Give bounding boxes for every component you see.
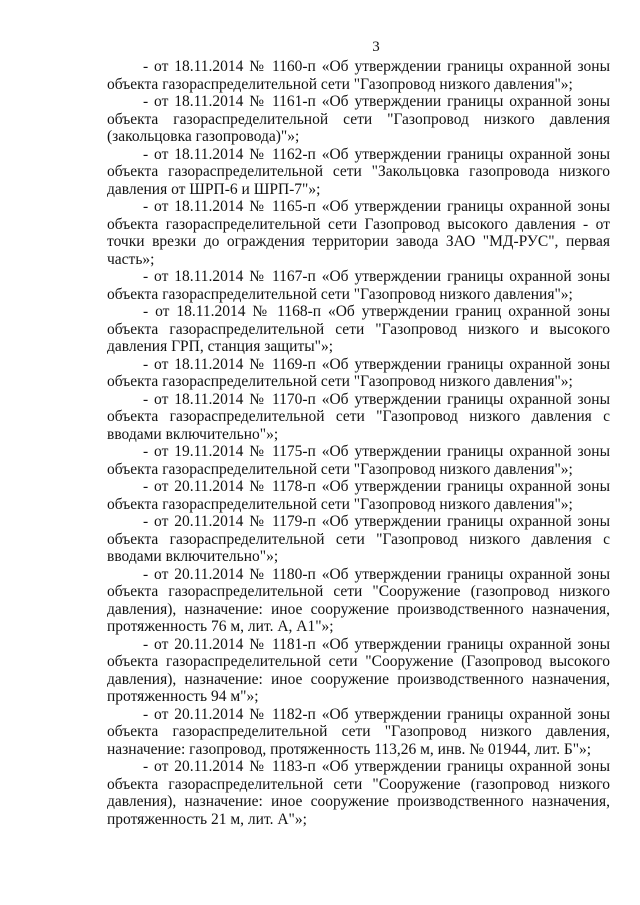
list-item: - от 18.11.2014 № 1168-п «Об утверждении границ охранной зоны объекта газораспределительной сети "Газопровод низкого и высокого давления ГРП, станция защиты"»;: [107, 303, 610, 355]
list-item: - от 20.11.2014 № 1182-п «Об утверждении границы охранной зоны объекта газораспределительной сети "Газопровод низкого давления, назначение: газопровод, протяженность 113,26 м, инв. № 01944, лит. Б"»;: [107, 705, 610, 758]
document-body: [107, 58, 610, 828]
list-item: - от 18.11.2014 № 1167-п «Об утверждении границы охранной зоны объекта газораспределительной сети "Газопровод низкого давления"»;: [107, 268, 610, 303]
list-item: - от 20.11.2014 № 1183-п «Об утверждении границы охранной зоны объекта газораспределительной сети "Сооружение (газопровод низкого давления), назначение: иное сооружение производственного назначения, протяженность 21 м, лит. А"»;: [107, 758, 610, 828]
list-item: - от 18.11.2014 № 1161-п «Об утверждении границы охранной зоны объекта газораспределительной сети "Газопровод низкого давления (закольцовка газопровода)"»;: [107, 93, 610, 145]
list-item: - от 20.11.2014 № 1180-п «Об утверждении границы охранной зоны объекта газораспределительной сети "Сооружение (газопровод низкого давления), назначение: иное сооружение производственного назначения, протяженность 76 м, лит. А, А1"»;: [107, 565, 610, 635]
list-item: - от 18.11.2014 № 1160-п «Об утверждении границы охранной зоны объекта газораспределительной сети "Газопровод низкого давления"»;: [107, 58, 610, 93]
page-number: 3: [372, 39, 380, 55]
list-item: - от 20.11.2014 № 1179-п «Об утверждении границы охранной зоны объекта газораспределительной сети "Газопровод низкого давления с вводами включительно"»;: [107, 513, 610, 565]
list-item: - от 18.11.2014 № 1170-п «Об утверждении границы охранной зоны объекта газораспределительной сети "Газопровод низкого давления с вводами включительно"»;: [107, 390, 610, 443]
list-item: - от 18.11.2014 № 1162-п «Об утверждении границы охранной зоны объекта газораспределительной сети "Закольцовка газопровода низкого давления от ШРП-6 и ШРП-7"»;: [107, 145, 610, 198]
list-item: - от 18.11.2014 № 1165-п «Об утверждении границы охранной зоны объекта газораспределительной сети Газопровод высокого давления - от точки врезки до ограждения территории завода ЗАО "МД-РУС", первая часть»;: [107, 198, 610, 268]
list-item: - от 20.11.2014 № 1181-п «Об утверждении границы охранной зоны объекта газораспределительной сети "Сооружение (Газопровод высокого давления), назначение: иное сооружение производственного назначения, протяженность 94 м"»;: [107, 635, 610, 705]
list-item: - от 18.11.2014 № 1169-п «Об утверждении границы охранной зоны объекта газораспределительной сети "Газопровод низкого давления"»;: [107, 355, 610, 390]
list-item: - от 20.11.2014 № 1178-п «Об утверждении границы охранной зоны объекта газораспределительной сети "Газопровод низкого давления"»;: [107, 478, 610, 513]
list-item: - от 19.11.2014 № 1175-п «Об утверждении границы охранной зоны объекта газораспределительной сети "Газопровод низкого давления"»;: [107, 443, 610, 478]
